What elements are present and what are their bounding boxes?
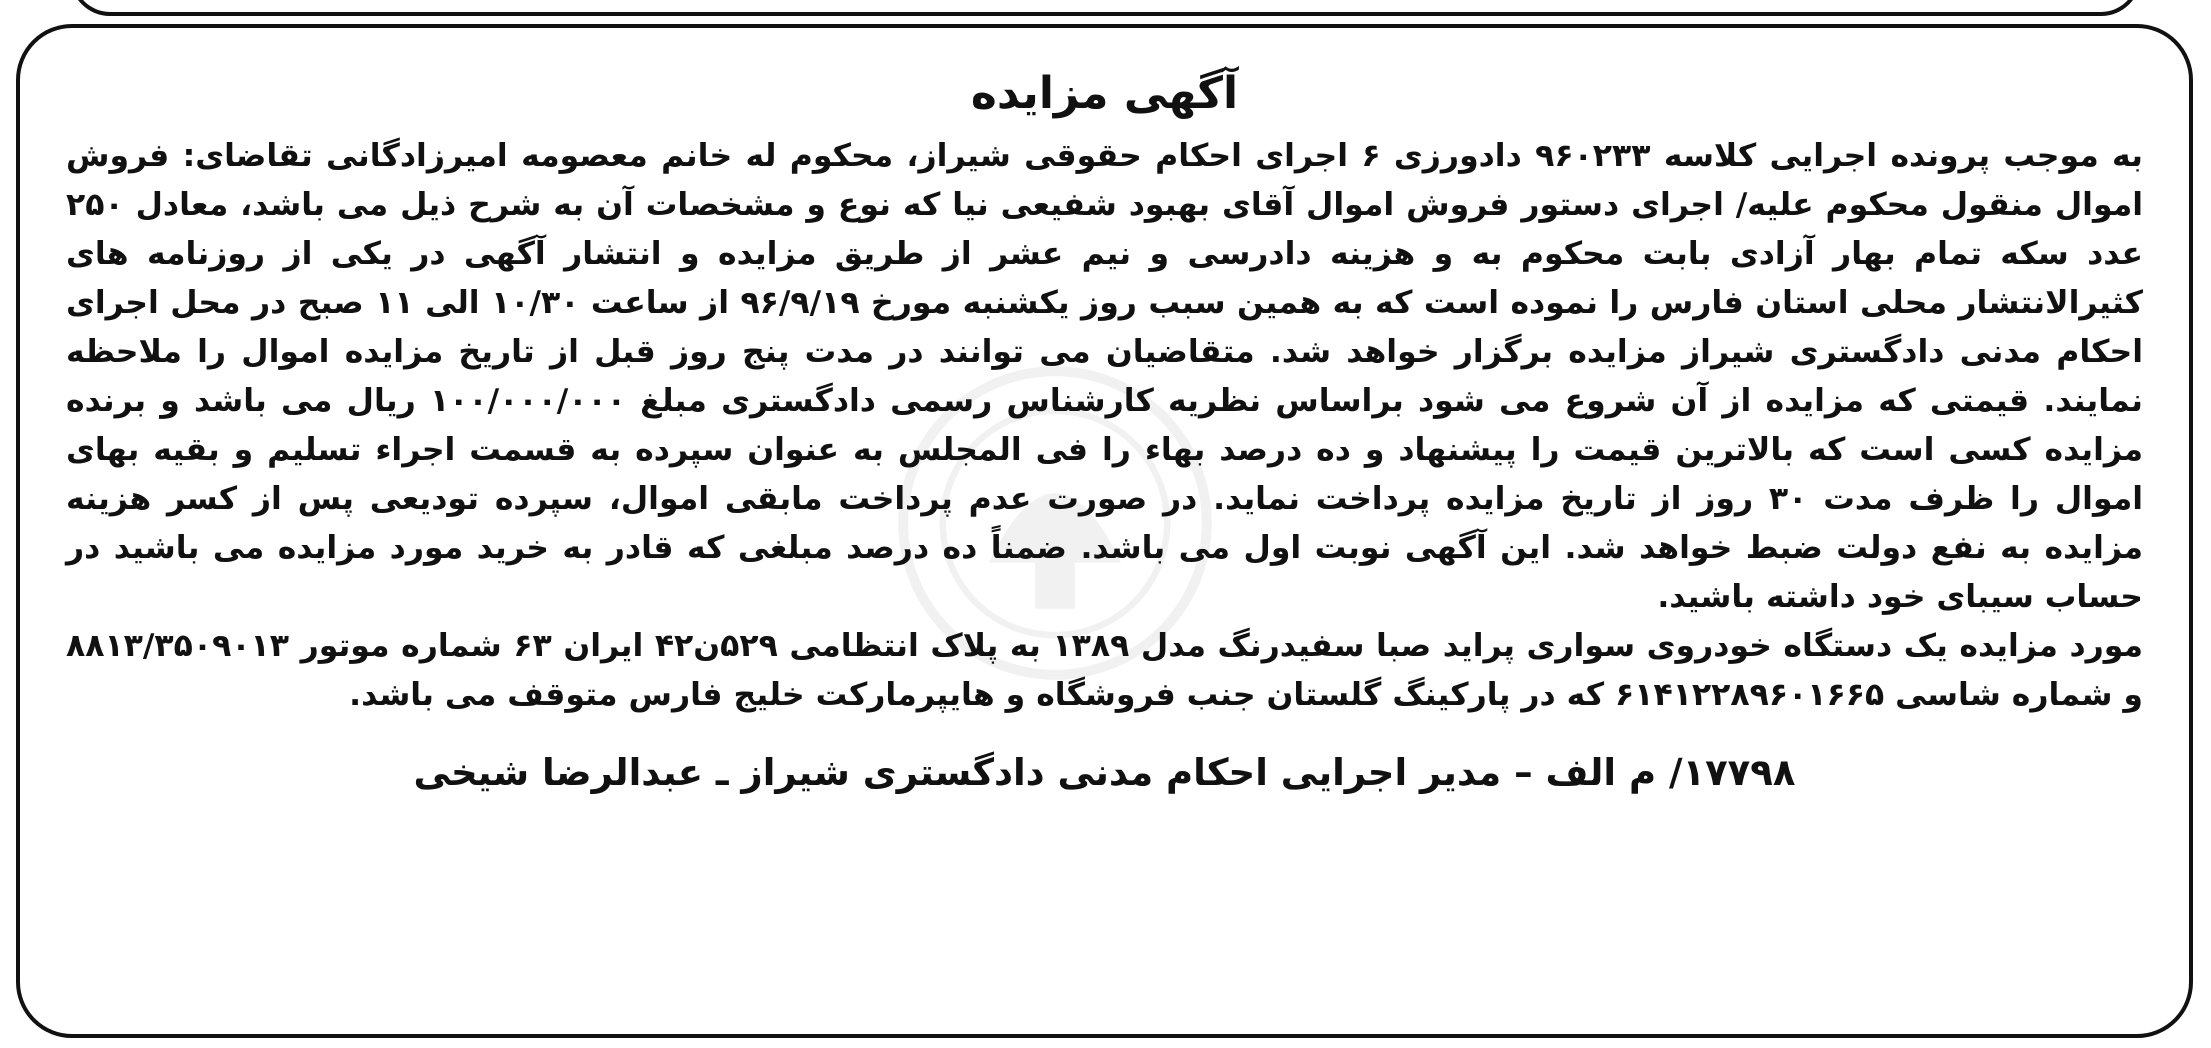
notice-content — [66, 64, 2143, 800]
notice-signature: ۱۷۷۹۸/ م الف – مدیر اجرایی احکام مدنی دادگستری شیراز ـ عبدالرضا شیخی — [413, 751, 1796, 794]
notice-frame — [16, 24, 2193, 1038]
notice-item-paragraph: مورد مزایده یک دستگاه خودروی سواری پراید صبا سفیدرنگ مدل ۱۳۸۹ به پلاک انتظامی ۵۲۹ن۴۲ ایران ۶۳ شماره موتور ۸۸۱۳/۳۵۰۹۰۱۳ و شماره شاسی ۶۱۴۱۲۲۸۹۶۰۱۶۶۵ که در پارکینگ گلستان جنب فروشگاه و هایپرمارکت خلیج فارس متوقف می باشد. — [66, 628, 2143, 713]
notice-main-paragraph: به موجب پرونده اجرایی کلاسه ۹۶۰۲۳۳ دادورزی ۶ اجرای احکام حقوقی شیراز، محکوم له خانم معصومه امیرزادگانی تقاضای: فروش اموال منقول محکوم علیه/ اجرای دستور فروش اموال آقای بهبود شفیعی نیا که نوع و مشخصات آن به شرح ذیل می باشد، معادل ۲۵۰ عدد سکه تمام بهار آزادی بابت محکوم به و هزینه دادرسی و نیم عشر از طریق مزایده و انتشار آگهی در یکی از روزنامه های کثیرالانتشار محلی استان فارس را نموده است که به همین سبب روز یکشنبه مورخ ۹۶/۹/۱۹ از ساعت ۱۰/۳۰ الی ۱۱ صبح در محل اجرای احکام مدنی دادگستری شیراز مزایده برگزار خواهد شد. متقاضیان می توانند در مدت پنج روز قبل از تاریخ مزایده اموال را ملاحظه نمایند. قیمتی که مزایده از آن شروع می شود براساس نظریه کارشناس رسمی دادگستری مبلغ ۱۰۰/۰۰۰/۰۰۰ ریال می باشد و برنده مزایده کسی است که بالاترین قیمت را پیشنهاد و ده درصد بهاء را فی المجلس به عنوان سپرده به قسمت اجراء تسلیم و بقیه بهای اموال را ظرف مدت ۳۰ روز از تاریخ مزایده پرداخت نماید. در صورت عدم پرداخت مابقی اموال، سپرده تودیعی پس از کسر هزینه مزایده به نفع دولت ضبط خواهد شد. این آگهی نوبت اول می باشد. ضمناً ده درصد مبلغی که قادر به خرید مورد مزایده می باشید در حساب سیبای خود داشته باشید. — [66, 138, 2144, 615]
notice-title: آگهی مزایده — [970, 68, 1239, 119]
previous-notice-frame — [70, 0, 2141, 16]
